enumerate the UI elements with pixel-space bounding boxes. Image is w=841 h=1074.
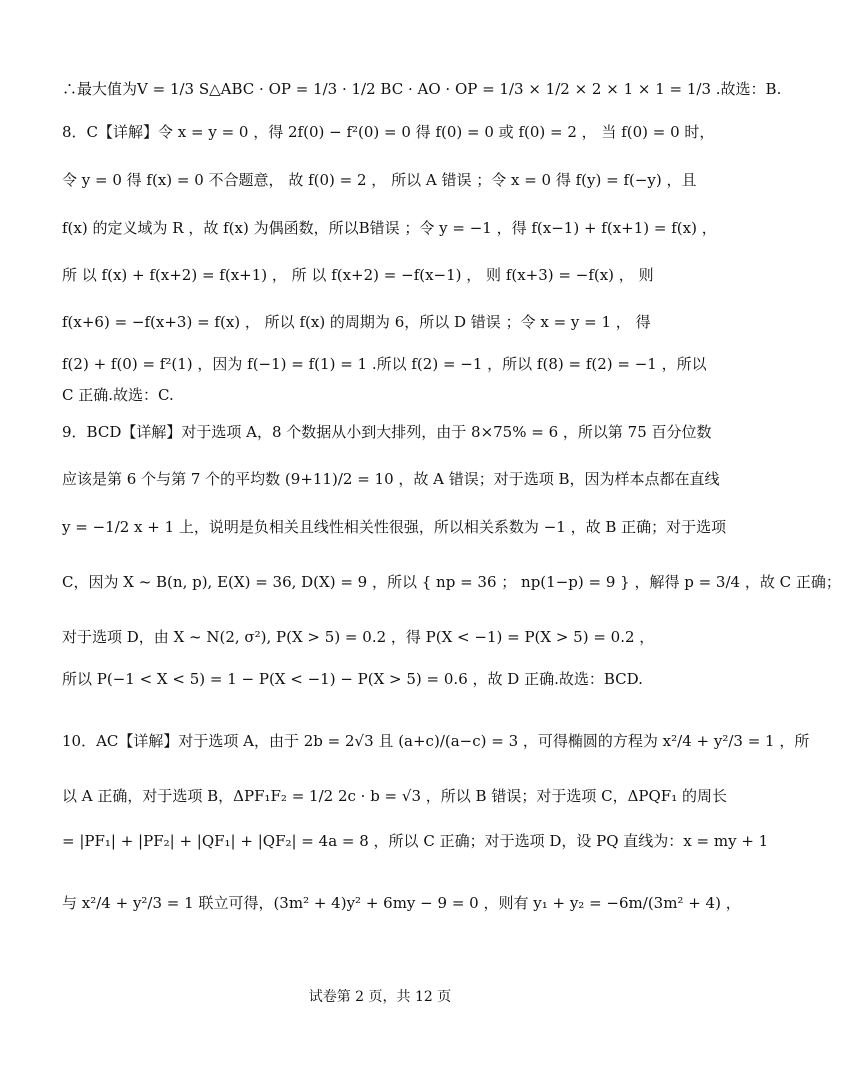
text-line: 8．C【详解】令 x = y = 0 ，得 2f(0) − f²(0) = 0 得 f(0) = 0 或 f(0) = 2 ， 当 f(0) = 0 时， — [62, 123, 715, 141]
text-line: 9．BCD【详解】对于选项 A，8 个数据从小到大排列，由于 8×75% = 6 ，所以第 75 百分位数 — [62, 423, 712, 441]
text-line: y = −1/2 x + 1 上，说明是负相关且线性相关性很强，所以相关系数为 −1 ，故 B 正确；对于选项 — [62, 518, 727, 536]
text-line: 对于选项 D，由 X ~ N(2, σ²), P(X > 5) = 0.2 ，得 P(X < −1) = P(X > 5) = 0.2 ， — [62, 628, 655, 646]
text-line: 应该是第 6 个与第 7 个的平均数 (9+11)/2 = 10 ，故 A 错误；对于选项 B，因为样本点都在直线 — [62, 470, 720, 488]
text-line: 10．AC【详解】对于选项 A，由于 2b = 2√3 且 (a+c)/(a−c) = 3 ，可得椭圆的方程为 x²/4 + y²/3 = 1 ，所 — [62, 732, 810, 750]
text-line: f(x) 的定义域为 R ，故 f(x) 为偶函数，所以B错误 ；令 y = −1 ，得 f(x−1) + f(x+1) = f(x) ， — [62, 219, 717, 237]
text-line: C，因为 X ~ B(n, p), E(X) = 36, D(X) = 9 ，所以 { np = 36 ； np(1−p) = 9 } ，解得 p = 3/4 ，故 C 正确； — [62, 573, 841, 591]
text-line: 所以 P(−1 < X < 5) = 1 − P(X < −1) − P(X > 5) = 0.6 ，故 D 正确.故选：BCD. — [62, 670, 643, 688]
text-line: 以 A 正确，对于选项 B，ΔPF₁F₂ = 1/2 2c · b = √3 ，所以 B 错误；对于选项 C，ΔPQF₁ 的周长 — [62, 787, 727, 805]
text-line: 令 y = 0 得 f(x) = 0 不合题意， 故 f(0) = 2 ， 所以 A 错误 ；令 x = 0 得 f(y) = f(−y) ，且 — [62, 171, 697, 189]
text-line: f(x+6) = −f(x+3) = f(x) ， 所以 f(x) 的周期为 6，所以 D 错误 ；令 x = y = 1 ， 得 — [62, 313, 651, 331]
text-line: = |PF₁| + |PF₂| + |QF₁| + |QF₂| = 4a = 8 ，所以 C 正确；对于选项 D，设 PQ 直线为：x = my + 1 — [62, 832, 769, 850]
text-line: C 正确.故选：C. — [62, 386, 174, 404]
text-line: 所 以 f(x) + f(x+2) = f(x+1) ， 所 以 f(x+2) = −f(x−1) ， 则 f(x+3) = −f(x) ， 则 — [62, 266, 654, 284]
page-footer: 试卷第 2 页，共 12 页 — [308, 989, 452, 1005]
text-line: ∴最大值为V = 1/3 S△ABC · OP = 1/3 · 1/2 BC · AO · OP = 1/3 × 1/2 × 2 × 1 × 1 = 1/3 .故选：B. — [62, 80, 782, 98]
text-line: f(2) + f(0) = f²(1) ，因为 f(−1) = f(1) = 1 .所以 f(2) = −1 ，所以 f(8) = f(2) = −1 ，所以 — [62, 355, 707, 373]
text-line: 与 x²/4 + y²/3 = 1 联立可得，(3m² + 4)y² + 6my − 9 = 0 ，则有 y₁ + y₂ = −6m/(3m² + 4) ， — [62, 894, 741, 912]
